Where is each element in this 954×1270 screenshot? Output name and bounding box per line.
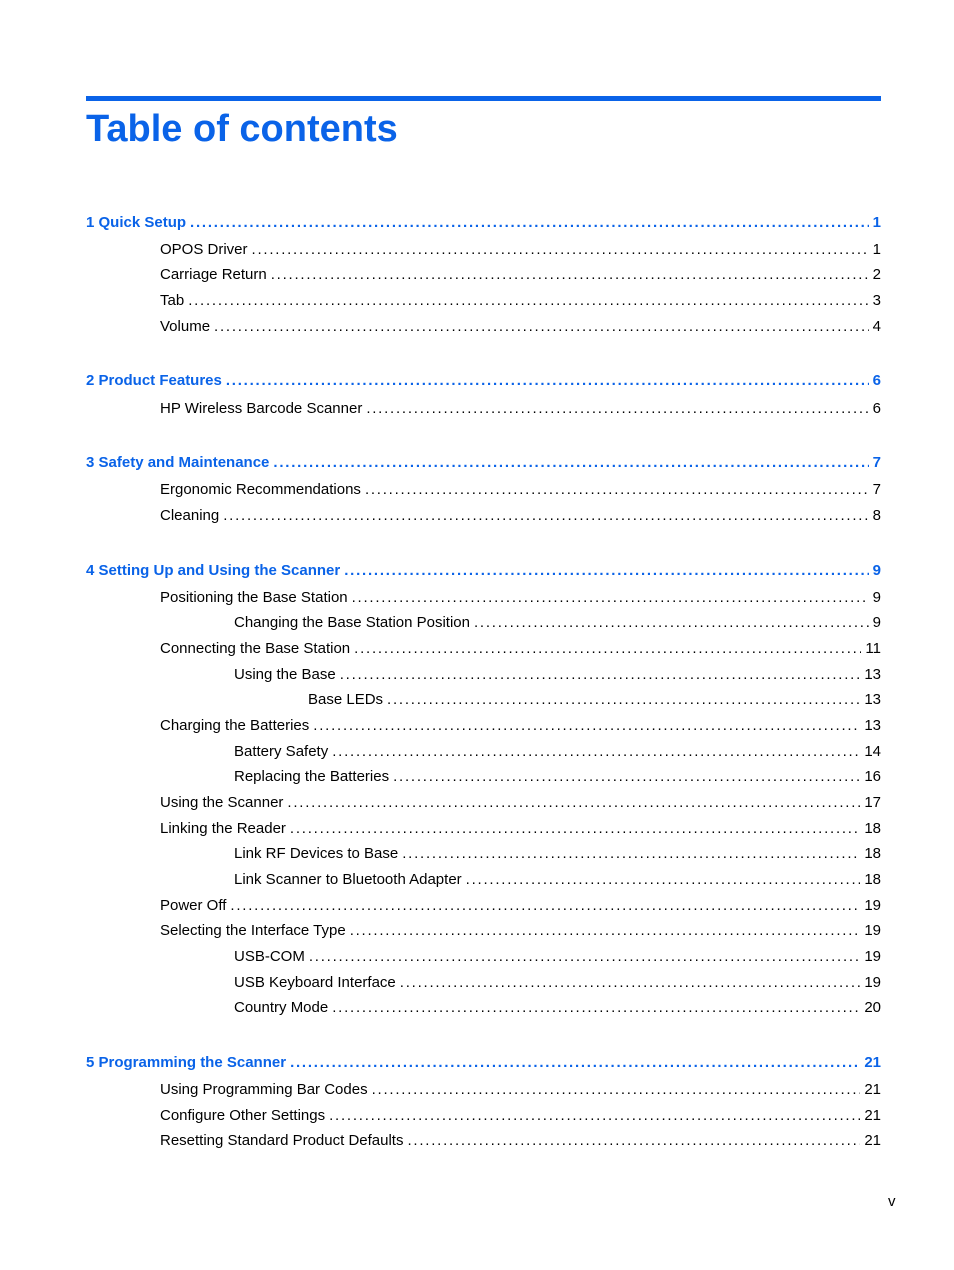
dot-leader (332, 997, 860, 1019)
toc-entry-label: Cleaning (160, 507, 220, 524)
toc-entry-page: 19 (864, 897, 881, 914)
toc-entry-label: Base LEDs (308, 691, 384, 708)
toc-entry-label: 3 Safety and Maintenance (86, 454, 270, 471)
toc-entry-page: 21 (864, 1054, 881, 1071)
toc-entry-label: Country Mode (234, 999, 329, 1016)
toc-entry[interactable] (234, 869, 881, 891)
toc-entry-label: Changing the Base Station Position (234, 614, 470, 631)
toc-entry-page: 19 (864, 922, 881, 939)
toc-chapter-entry[interactable] (86, 452, 881, 474)
toc-entry-page: 18 (864, 820, 881, 837)
toc-entry[interactable] (234, 664, 881, 686)
toc-entry-label: 2 Product Features (86, 372, 222, 389)
toc-entry-label: 1 Quick Setup (86, 214, 187, 231)
toc-entry-page: 11 (865, 640, 881, 657)
toc-entry-label: Carriage Return (160, 266, 267, 283)
dot-leader (350, 920, 861, 942)
toc-entry[interactable] (160, 239, 881, 261)
toc-entry-label: Tab (160, 292, 185, 309)
toc-entry-label: Selecting the Interface Type (160, 922, 346, 939)
toc-entry-page: 2 (872, 266, 881, 283)
dot-leader (252, 239, 869, 261)
dot-leader (387, 689, 860, 711)
toc-chapter-entry[interactable] (86, 370, 881, 392)
toc-entry-page: 14 (864, 743, 881, 760)
toc-entry-page: 6 (872, 372, 881, 389)
toc-entry[interactable] (160, 1105, 881, 1127)
dot-leader (402, 843, 860, 865)
toc-entry-label: 4 Setting Up and Using the Scanner (86, 562, 341, 579)
toc-entry[interactable] (160, 638, 881, 660)
toc-entry-label: Replacing the Batteries (234, 768, 390, 785)
toc-entry[interactable] (234, 843, 881, 865)
dot-leader (287, 792, 860, 814)
dot-leader (466, 869, 861, 891)
toc-entry[interactable] (160, 290, 881, 312)
toc-entry-label: HP Wireless Barcode Scanner (160, 400, 363, 417)
toc-entry-label: Volume (160, 318, 211, 335)
toc-entry-label: Linking the Reader (160, 820, 286, 837)
toc-entry-page: 13 (864, 666, 881, 683)
toc-entry-label: OPOS Driver (160, 241, 248, 258)
toc-entry-label: Configure Other Settings (160, 1107, 326, 1124)
toc-entry[interactable] (160, 920, 881, 942)
toc-entry-page: 13 (864, 717, 881, 734)
toc-entry-page: 3 (872, 292, 881, 309)
toc-entry-page: 7 (872, 454, 881, 471)
toc-entry-page: 8 (872, 507, 881, 524)
toc-entry-label: Link Scanner to Bluetooth Adapter (234, 871, 462, 888)
toc-entry-page: 21 (864, 1132, 881, 1149)
toc-entry[interactable] (234, 972, 881, 994)
dot-leader (329, 1105, 860, 1127)
toc-entry-label: USB-COM (234, 948, 305, 965)
toc-entry-label: Resetting Standard Product Defaults (160, 1132, 404, 1149)
toc-entry[interactable] (160, 818, 881, 840)
toc-entry-label: 5 Programming the Scanner (86, 1054, 287, 1071)
toc-chapter-entry[interactable] (86, 212, 881, 234)
dot-leader (223, 505, 868, 527)
toc-entry-label: Charging the Batteries (160, 717, 310, 734)
toc-entry-page: 6 (872, 400, 881, 417)
toc-entry[interactable] (160, 895, 881, 917)
toc-entry-page: 1 (872, 241, 881, 258)
dot-leader (290, 818, 860, 840)
toc-entry[interactable] (160, 1079, 881, 1101)
toc-entry-page: 19 (864, 948, 881, 965)
toc-entry-label: Positioning the Base Station (160, 589, 348, 606)
dot-leader (372, 1079, 861, 1101)
toc-entry-label: Ergonomic Recommendations (160, 481, 361, 498)
dot-leader (365, 479, 869, 501)
dot-leader (393, 766, 860, 788)
dot-leader (340, 664, 861, 686)
toc-entry[interactable] (234, 766, 881, 788)
dot-leader (344, 560, 868, 582)
toc-entry[interactable] (160, 587, 881, 609)
page-number: v (888, 1193, 896, 1210)
toc-entry-page: 21 (864, 1081, 881, 1098)
toc-entry[interactable] (160, 264, 881, 286)
toc-entry-page: 18 (864, 871, 881, 888)
toc-entry-page: 1 (872, 214, 881, 231)
toc-entry-page: 16 (864, 768, 881, 785)
dot-leader (273, 452, 868, 474)
dot-leader (474, 612, 869, 634)
toc-entry-label: Connecting the Base Station (160, 640, 351, 657)
dot-leader (352, 587, 869, 609)
toc-entry-page: 9 (872, 589, 881, 606)
toc-entry-page: 18 (864, 845, 881, 862)
toc-entry-page: 4 (872, 318, 881, 335)
toc-entry-label: USB Keyboard Interface (234, 974, 396, 991)
dot-leader (407, 1130, 860, 1152)
toc-entry-page: 7 (872, 481, 881, 498)
toc-entry-label: Battery Safety (234, 743, 329, 760)
dot-leader (190, 212, 869, 234)
dot-leader (366, 398, 868, 420)
toc-chapter-entry[interactable] (86, 560, 881, 582)
dot-leader (230, 895, 860, 917)
dot-leader (271, 264, 869, 286)
toc-entry[interactable] (234, 997, 881, 1019)
toc-entry-label: Using the Base (234, 666, 336, 683)
dot-leader (226, 370, 869, 392)
dot-leader (400, 972, 861, 994)
toc-entry[interactable] (160, 479, 881, 501)
toc-entry-page: 13 (864, 691, 881, 708)
dot-leader (332, 741, 860, 763)
toc-entry-page: 21 (864, 1107, 881, 1124)
dot-leader (354, 638, 861, 660)
toc-entry-label: Power Off (160, 897, 227, 914)
toc-entry-page: 19 (864, 974, 881, 991)
dot-leader (188, 290, 868, 312)
toc-entry[interactable] (234, 946, 881, 968)
toc-entry[interactable] (160, 398, 881, 420)
dot-leader (309, 946, 860, 968)
toc-entry-label: Using the Scanner (160, 794, 284, 811)
toc-entry[interactable] (160, 505, 881, 527)
toc-entry-page: 9 (872, 614, 881, 631)
toc-entry-page: 9 (872, 562, 881, 579)
dot-leader (313, 715, 860, 737)
page-title: Table of contents (86, 108, 398, 150)
toc-entry[interactable] (160, 316, 881, 338)
toc-entry[interactable] (160, 1130, 881, 1152)
toc-entry[interactable] (234, 741, 881, 763)
toc-chapter-entry[interactable] (86, 1052, 881, 1074)
toc-entry-label: Using Programming Bar Codes (160, 1081, 368, 1098)
toc-entry[interactable] (160, 792, 881, 814)
toc-entry[interactable] (234, 612, 881, 634)
dot-leader (214, 316, 869, 338)
toc-entry-page: 20 (864, 999, 881, 1016)
toc-entry[interactable] (160, 715, 881, 737)
toc-entry-page: 17 (864, 794, 881, 811)
dot-leader (290, 1052, 860, 1074)
toc-entry-label: Link RF Devices to Base (234, 845, 399, 862)
toc-entry[interactable] (308, 689, 881, 711)
